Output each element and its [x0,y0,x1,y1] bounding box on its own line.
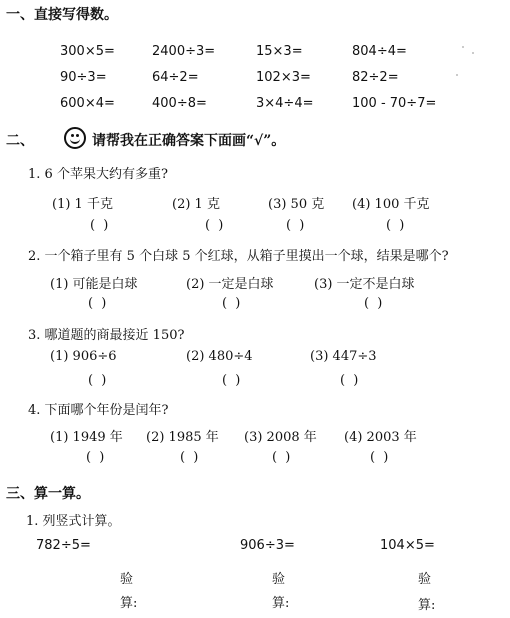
calc-item: 100 - 70÷7= [352,96,437,111]
section-3-title: 三、算一算。 [6,486,90,502]
q1-option: (4) 100 千克 [352,197,430,212]
q2-option: (3) 一定不是白球 [314,277,415,292]
answer-bracket[interactable]: ( ) [222,373,243,388]
answer-bracket[interactable]: ( ) [88,373,109,388]
q3-option: (3) 447÷3 [310,349,377,364]
vertical-calc-problem: 906÷3= [240,538,295,553]
answer-bracket[interactable]: ( ) [286,218,307,233]
calc-item: 804÷4= [352,44,407,59]
answer-bracket[interactable]: ( ) [370,450,391,465]
calc-item: 600×4= [60,96,115,111]
answer-bracket[interactable]: ( ) [88,296,109,311]
calc-label: 算: [272,596,290,611]
q3-option: (1) 906÷6 [50,349,117,364]
check-label: 验 [418,572,432,587]
calc-item: 90÷3= [60,70,107,85]
answer-bracket[interactable]: ( ) [90,218,111,233]
speck [456,74,458,76]
calc-item: 400÷8= [152,96,207,111]
question-1: 1. 6 个苹果大约有多重? [28,167,168,182]
calc-label: 算: [120,596,138,611]
section-2-title: 请帮我在正确答案下面画“√”。 [92,133,286,149]
q4-option: (1) 1949 年 [50,430,123,445]
answer-bracket[interactable]: ( ) [340,373,361,388]
calc-item: 102×3= [256,70,311,85]
answer-bracket[interactable]: ( ) [86,450,107,465]
calc-item: 3×4÷4= [256,96,314,111]
calc-item: 2400÷3= [152,44,216,59]
q3-option: (2) 480÷4 [186,349,253,364]
calc-item: 64÷2= [152,70,199,85]
answer-bracket[interactable]: ( ) [272,450,293,465]
q2-option: (2) 一定是白球 [186,277,274,292]
question-4: 4. 下面哪个年份是闰年? [28,403,169,418]
section-3-subtitle: 1. 列竖式计算。 [26,514,121,529]
question-3: 3. 哪道题的商最接近 150? [28,328,185,343]
check-label: 验 [272,572,286,587]
answer-bracket[interactable]: ( ) [222,296,243,311]
smiley-face-icon [64,127,86,149]
q1-option: (2) 1 克 [172,197,220,212]
question-2: 2. 一个箱子里有 5 个白球 5 个红球，从箱子里摸出一个球，结果是哪个? [28,249,449,264]
speck [472,52,474,54]
calc-item: 300×5= [60,44,115,59]
calc-label: 算: [418,598,436,613]
answer-bracket[interactable]: ( ) [386,218,407,233]
q2-option: (1) 可能是白球 [50,277,138,292]
vertical-calc-problem: 104×5= [380,538,435,553]
q1-option: (1) 1 千克 [52,197,113,212]
calc-item: 15×3= [256,44,303,59]
answer-bracket[interactable]: ( ) [364,296,385,311]
q4-option: (3) 2008 年 [244,430,317,445]
q4-option: (2) 1985 年 [146,430,219,445]
check-label: 验 [120,572,134,587]
answer-bracket[interactable]: ( ) [180,450,201,465]
vertical-calc-problem: 782÷5= [36,538,91,553]
speck [462,46,464,48]
section-1-title: 一、直接写得数。 [6,7,118,23]
section-2-prefix: 二、 [6,133,34,149]
calc-item: 82÷2= [352,70,399,85]
answer-bracket[interactable]: ( ) [205,218,226,233]
q4-option: (4) 2003 年 [344,430,417,445]
q1-option: (3) 50 克 [268,197,325,212]
